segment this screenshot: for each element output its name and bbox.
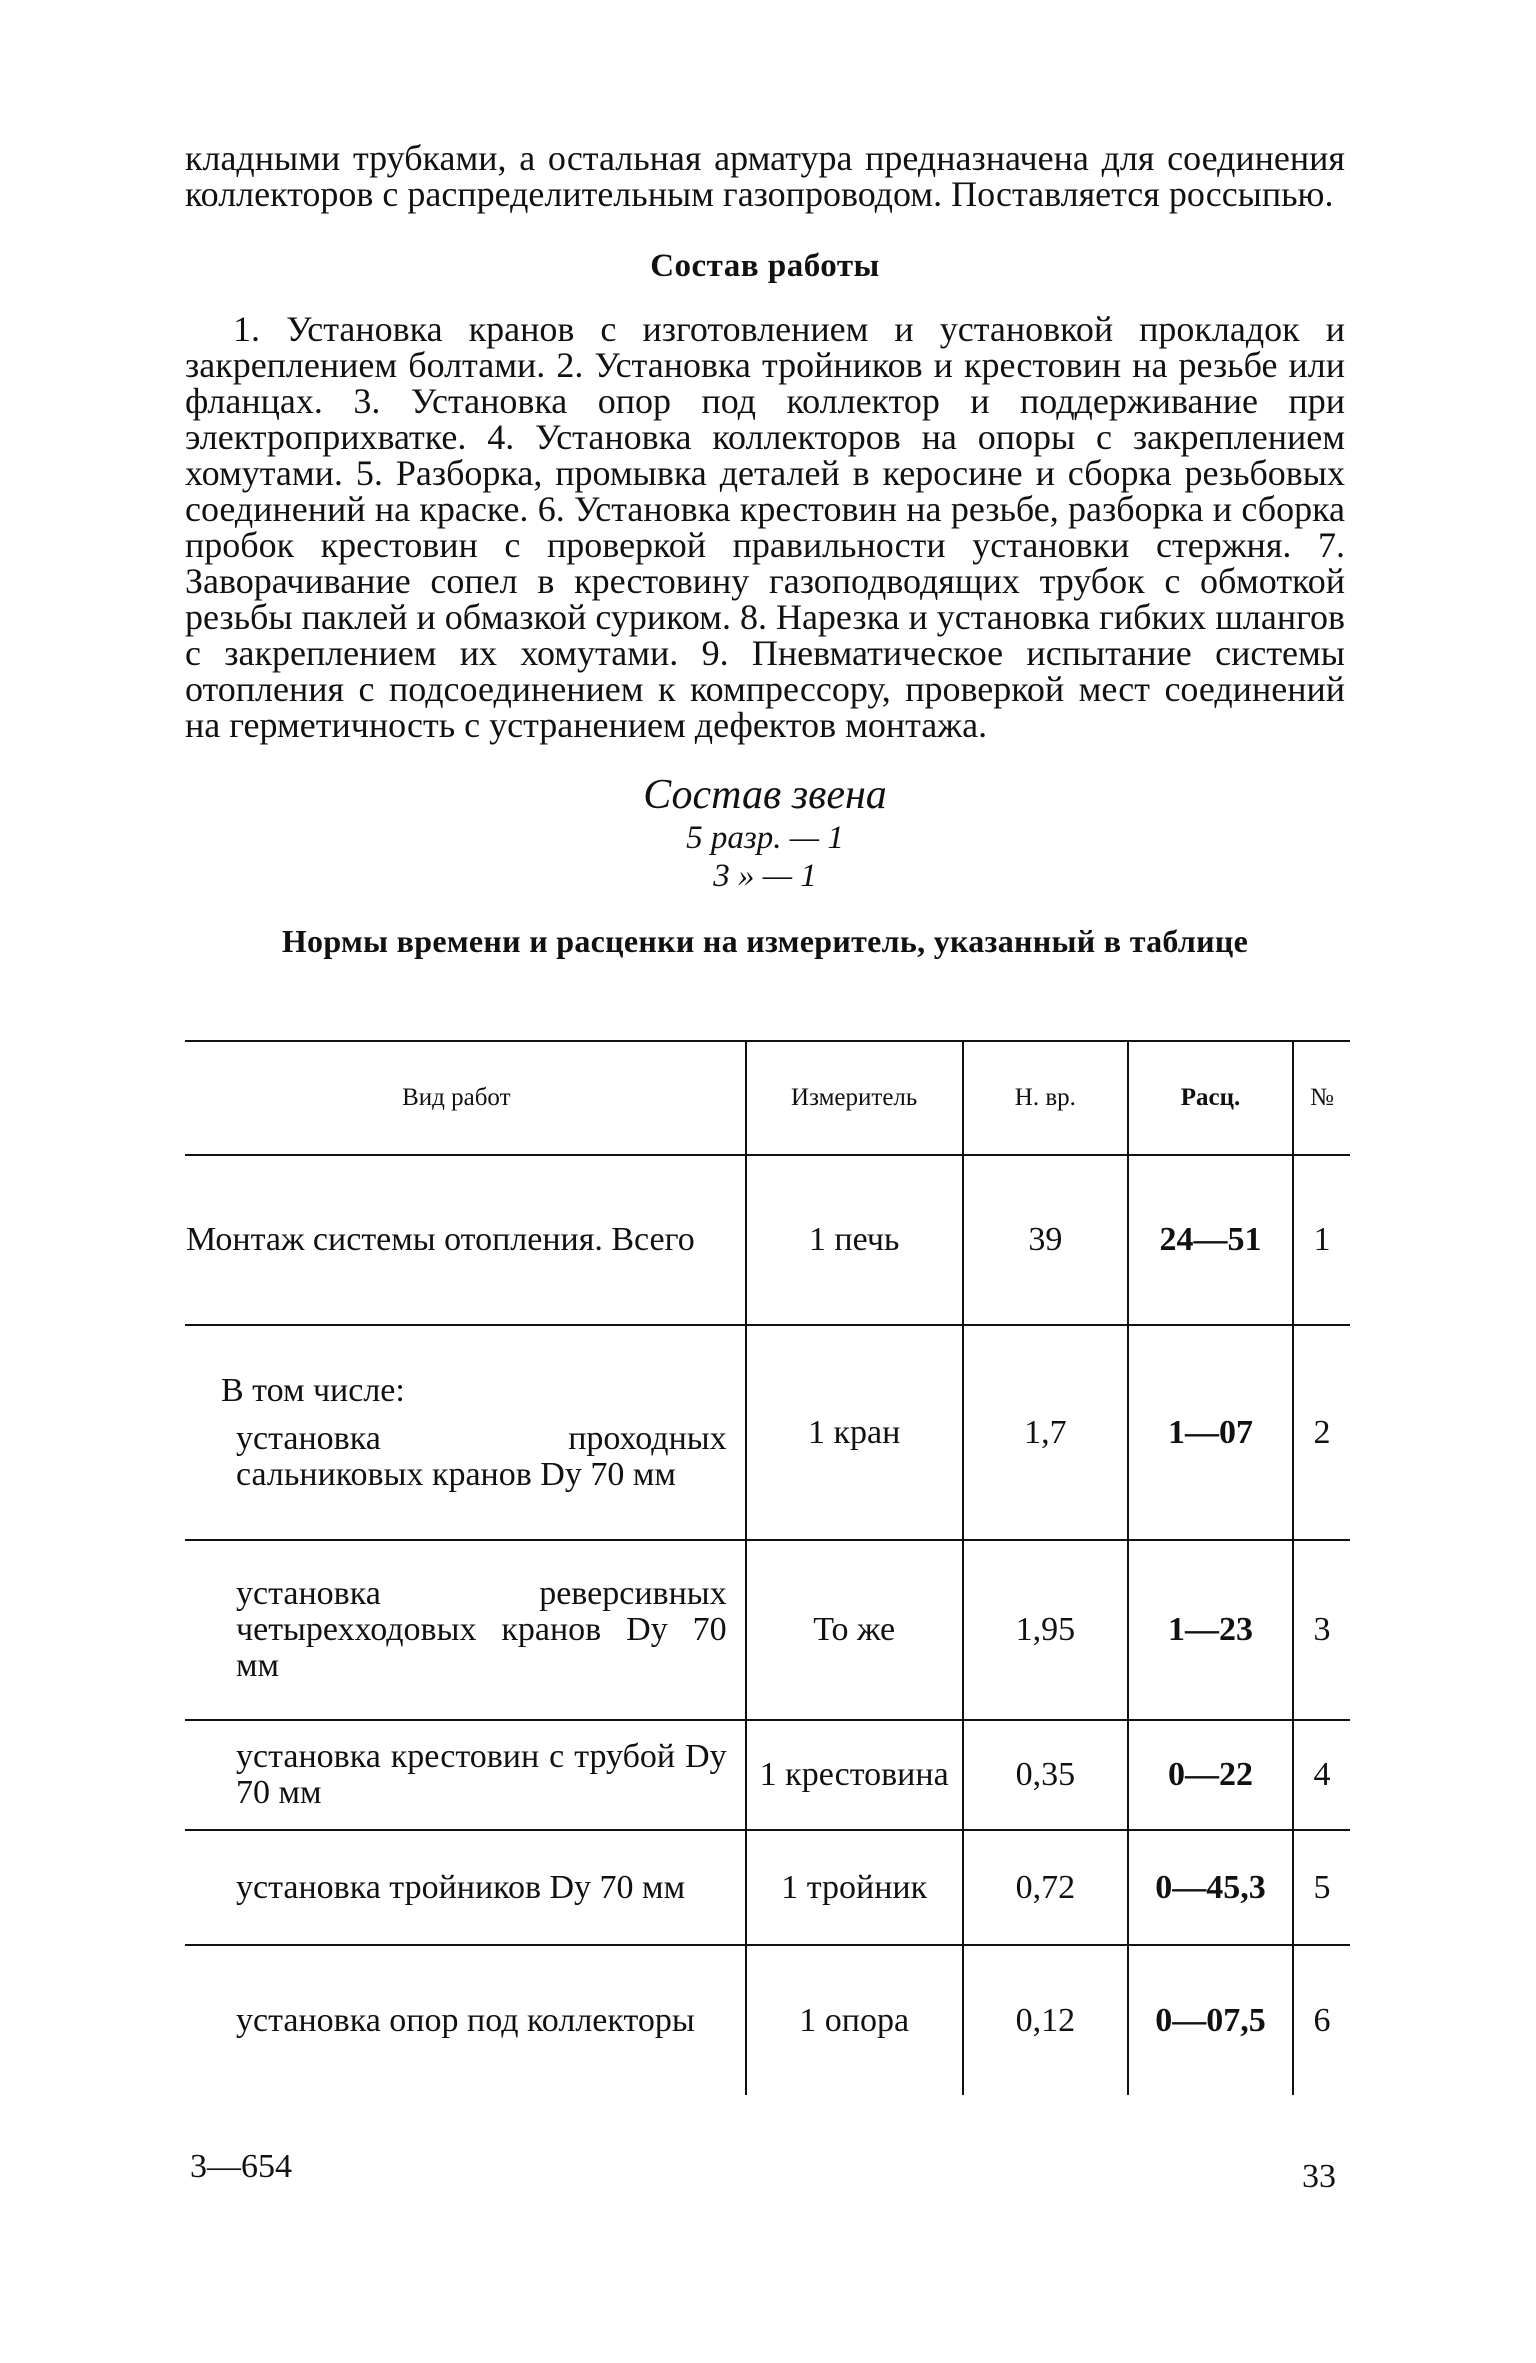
header-no: № <box>1293 1041 1350 1155</box>
norms-title: Нормы времени и расценки на измеритель, указанный в таблице <box>281 923 1249 959</box>
table-row <box>185 1945 1350 2095</box>
header-rate: Расц. <box>1128 1041 1293 1155</box>
table-header-row <box>185 1041 1350 1155</box>
row-number: 6 <box>1293 1945 1350 2095</box>
row-work: установка реверсивных четырехходовых кранов Dу 70 мм <box>236 1575 727 1684</box>
crew-title: Состав звена <box>643 772 887 818</box>
row-number: 3 <box>1293 1540 1350 1720</box>
row-rate: 24—51 <box>1128 1155 1293 1325</box>
row-work: установка крестовин с трубой Dу 70 мм <box>236 1738 727 1811</box>
row-time: 39 <box>963 1155 1128 1325</box>
table-row <box>185 1720 1350 1830</box>
row-number: 2 <box>1293 1325 1350 1540</box>
page-body <box>185 140 1345 960</box>
row-measure: То же <box>746 1540 963 1720</box>
norms-table <box>185 1040 1350 2095</box>
row-time: 1,95 <box>963 1540 1128 1720</box>
page-number: 33 <box>1302 2158 1336 2195</box>
row-work: Монтаж системы отопления. Всего <box>186 1221 695 1258</box>
row-time: 0,35 <box>963 1720 1128 1830</box>
crew-block <box>185 771 1345 895</box>
row-rate: 0—45,3 <box>1128 1830 1293 1945</box>
crew-line-2: 3 » — 1 <box>713 858 817 894</box>
printer-signature: 3—654 <box>190 2148 292 2185</box>
row-work: установка тройников Dу 70 мм <box>236 1868 686 1906</box>
work-heading: Состав работы <box>650 248 880 284</box>
row-time: 0,72 <box>963 1830 1128 1945</box>
row-time: 1,7 <box>963 1325 1128 1540</box>
row-work: установка проходных сальниковых кранов Dу 70 мм <box>236 1419 727 1493</box>
row-measure: 1 печь <box>746 1155 963 1325</box>
header-measure: Измеритель <box>746 1041 963 1155</box>
row-measure: 1 тройник <box>746 1830 963 1945</box>
row-number: 5 <box>1293 1830 1350 1945</box>
row-rate: 1—07 <box>1128 1325 1293 1540</box>
row-measure: 1 опора <box>746 1945 963 2095</box>
header-time: Н. вр. <box>963 1041 1128 1155</box>
row-measure: 1 кран <box>746 1325 963 1540</box>
row-work: установка опор под коллекторы <box>236 2001 695 2039</box>
table-row <box>185 1155 1350 1325</box>
table-row <box>185 1830 1350 1945</box>
row-rate: 1—23 <box>1128 1540 1293 1720</box>
header-work: Вид работ <box>185 1041 746 1155</box>
row-number: 4 <box>1293 1720 1350 1830</box>
table-row <box>185 1325 1350 1540</box>
row-prefix: В том числе: <box>221 1371 405 1409</box>
row-time: 0,12 <box>963 1945 1128 2095</box>
row-rate: 0—07,5 <box>1128 1945 1293 2095</box>
row-measure: 1 крестовина <box>746 1720 963 1830</box>
work-paragraph: 1. Установка кранов с изготовлением и установкой прокладок и закреплением болтами. 2. Установка тройников и крестовин на резьбе или фланцах. 3. Установка опор под коллектор и поддерживание при электроприхватке. 4. Установка коллекторов на опоры с закреплением хомутами. 5. Разборка, промывка деталей в керосине и сборка резьбовых соединений на краске. 6. Установка крестовин на резьбе, разборка и сборка пробок крестовин с проверкой правильности установки стержня. 7. Заворачивание сопел в крестовину газоподводящих трубок с обмоткой резьбы паклей и обмазкой суриком. 8. Нарезка и установка гибких шлангов с закреплением их хомутами. 9. Пневматическое испытание системы отопления с подсоединением к компрессору, проверкой мест соединений на герметичность с устранением дефектов монтажа. <box>185 309 1345 745</box>
intro-paragraph: кладными трубками, а остальная арматура предназначена для соединения коллекторов с распределительным газопроводом. Поставляется россыпью. <box>185 138 1345 214</box>
table-row <box>185 1540 1350 1720</box>
row-rate: 0—22 <box>1128 1720 1293 1830</box>
crew-line-1: 5 разр. — 1 <box>686 820 844 856</box>
row-number: 1 <box>1293 1155 1350 1325</box>
